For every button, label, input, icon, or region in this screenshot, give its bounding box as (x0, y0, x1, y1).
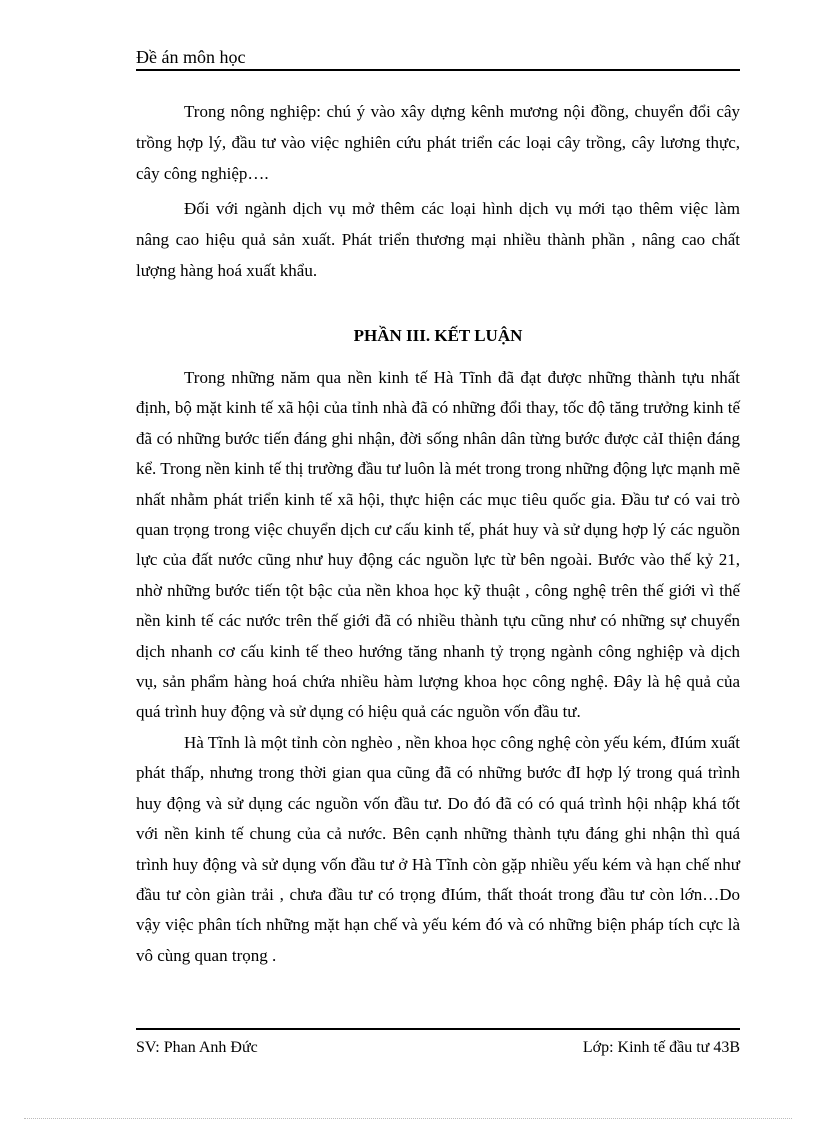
footer-student: SV: Phan Anh Đức (136, 1039, 258, 1056)
intro-body (136, 96, 740, 286)
footer-class: Lớp: Kinh tế đầu tư 43B (582, 1039, 740, 1056)
footer-rule (136, 1028, 740, 1030)
header-rule (136, 69, 740, 71)
conclusion-body (136, 363, 740, 971)
header-title: Đề án môn học (136, 47, 246, 67)
page-bottom-edge (24, 1118, 792, 1119)
conclusion-paragraph-2: Hà Tĩnh là một tỉnh còn nghèo , nền khoa học công nghệ còn yếu kém, đIúm xuất phát thấp, nhưng trong thời gian qua cũng đã có những bước đI hợp lý trong quá trình huy động và sử dụng các nguồn vốn đầu tư. Do đó đã có có quá trình hội nhập khá tốt với nền kinh tế chung của cả nước. Bên cạnh những thành tựu đáng ghi nhận thì quá trình huy động và sử dụng vốn đầu tư ở Hà Tĩnh còn gặp nhiều yếu kém và hạn chế như đầu tư còn giàn trải , chưa đầu tư có trọng đIúm, thất thoát trong đầu tư còn lớn…Do vậy việc phân tích những mặt hạn chế và yếu kém đó và có những biện pháp tích cực là vô cùng quan trọng . (136, 732, 740, 965)
intro-paragraph-agriculture: Trong nông nghiệp: chú ý vào xây dựng kênh mương nội đồng, chuyển đổi cây trồng hợp lý, đầu tư vào việc nghiên cứu phát triển các loại cây trồng, cây lương thực, cây công nghiệp…. (136, 102, 740, 183)
intro-paragraph-services: Đối với ngành dịch vụ mở thêm các loại hình dịch vụ mới tạo thêm việc làm nâng cao hiệu quả sản xuất. Phát triển thương mại nhiều thành phần , nâng cao chất lượng hàng hoá xuất khẩu. (136, 199, 740, 280)
section-heading: PHẦN III. KẾT LUẬN (353, 326, 523, 345)
conclusion-paragraph-1: Trong những năm qua nền kinh tế Hà Tĩnh đã đạt được những thành tựu nhất định, bộ mặt kinh tế xã hội của tỉnh nhà đã có những đổi thay, tốc độ tăng trưởng kinh tế đã có những bước tiến đáng ghi nhận, đời sống nhân dân từng bước được cảI thiện đáng kể. Trong nền kinh tế thị trường đầu tư luôn là mét trong trong những động lực mạnh mẽ nhất nhằm phát triển kinh tế xã hội, thực hiện các mục tiêu quốc gia. Đầu tư có vai trò quan trọng trong việc chuyển dịch cư cấu kinh tế, phát huy và sử dụng hợp lý các nguồn lực của đất nước cũng như huy động các nguồn lực từ bên ngoài. Bước vào thế kỷ 21, nhờ những bước tiến tột bậc của nền khoa học kỹ thuật , công nghệ trên thế giới vì thế nền kinh tế các nước trên thế giới đã có nhiều thành tựu cũng như có những sự chuyển dịch nhanh cơ cấu kinh tế theo hướng tăng nhanh tỷ trọng ngành công nghiệp và dịch vụ, sản phẩm hàng hoá chứa nhiều hàm lượng khoa học công nghệ. Đây là hệ quả của quá trình huy động và sử dụng có hiệu quả các nguồn vốn đầu tư. (136, 368, 740, 722)
